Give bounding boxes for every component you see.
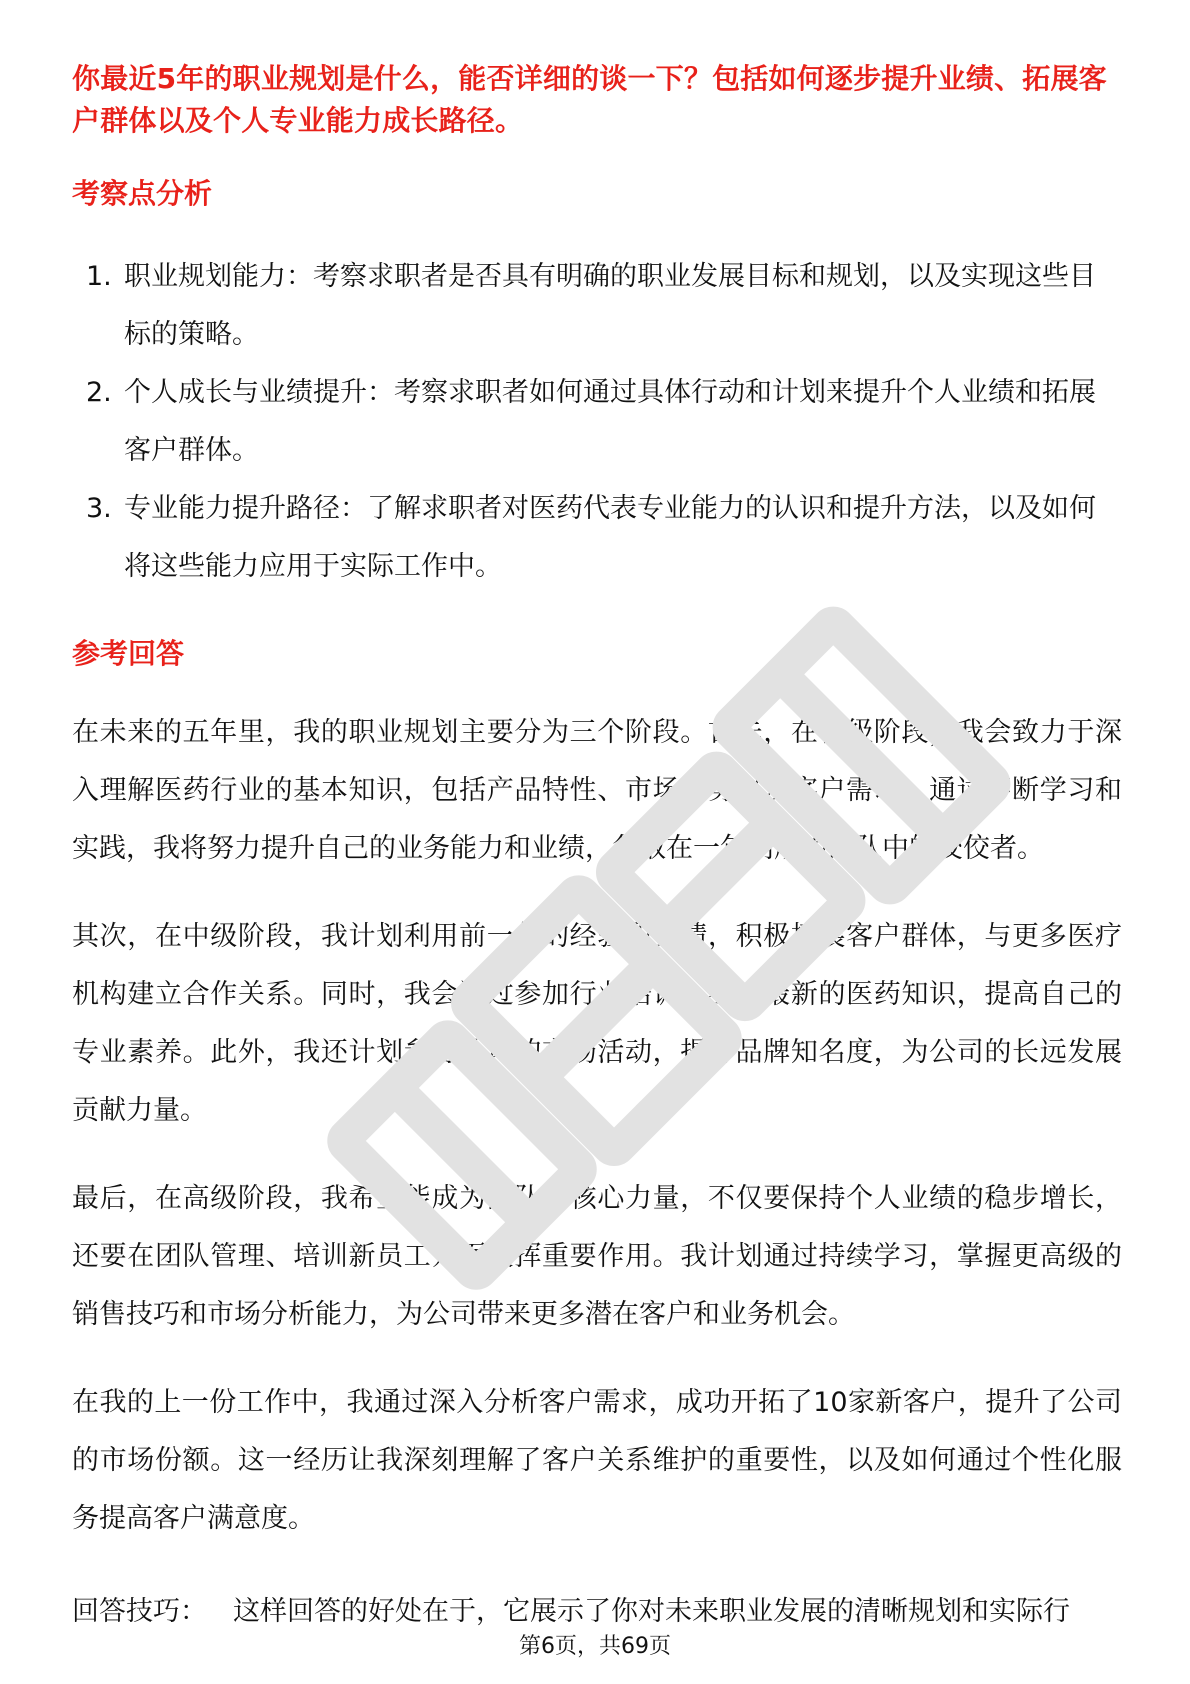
answer-paragraph: 最后，在高级阶段，我希望能成为团队的核心力量，不仅要保持个人业绩的稳步增长，还要在团队管理、培训新员工方面发挥重要作用。我计划通过持续学习，掌握更高级的销售技巧和市场分析能力，为公司带来更多潜在客户和业务机会。: [72, 1183, 1122, 1330]
analysis-heading: 考察点分析: [72, 177, 213, 210]
tip-text: 这样回答的好处在于，它展示了你对未来职业发展的清晰规划和实际行: [233, 1596, 1070, 1627]
answer-paragraph: 在我的上一份工作中，我通过深入分析客户需求，成功开拓了10家新客户，提升了公司的市场份额。这一经历让我深刻理解了客户关系维护的重要性，以及如何通过个性化服务提高客户满意度。: [72, 1387, 1122, 1534]
list-item: [72, 480, 1122, 596]
page-number: 第6页，共69页: [519, 1634, 671, 1659]
list-item: [72, 248, 1122, 364]
list-item-text: 专业能力提升路径：了解求职者对医药代表专业能力的认识和提升方法，以及如何将这些能力应用于实际工作中。: [124, 493, 1096, 582]
answer-paragraph: 其次，在中级阶段，我计划利用前一年的经验和业绩，积极拓展客户群体，与更多医疗机构建立合作关系。同时，我会通过参加行业培训、学习最新的医药知识，提高自己的专业素养。此外，我还计划参与公司的市场活动，提升品牌知名度，为公司的长远发展贡献力量。: [72, 921, 1122, 1126]
list-item-number: 3.: [86, 493, 112, 524]
list-item-number: 2.: [86, 377, 112, 408]
list-item-number: 1.: [86, 261, 112, 292]
question-title: 你最近5年的职业规划是什么，能否详细的谈一下？包括如何逐步提升业绩、拓展客户群体以及个人专业能力成长路径。: [72, 62, 1107, 137]
list-item: [72, 364, 1122, 480]
answer-section: [72, 704, 1122, 1548]
answer-paragraph: 在未来的五年里，我的职业规划主要分为三个阶段。首先，在初级阶段，我会致力于深入理解医药行业的基本知识，包括产品特性、市场趋势以及客户需求。通过不断学习和实践，我将努力提升自己的业务能力和业绩，争取在一年内成为团队中的佼佼者。: [72, 717, 1122, 864]
tip-label: 回答技巧：: [72, 1596, 207, 1627]
list-item-text: 职业规划能力：考察求职者是否具有明确的职业发展目标和规划，以及实现这些目标的策略。: [124, 261, 1096, 350]
document-body: [72, 58, 1122, 1548]
answer-tip: [72, 1592, 1132, 1632]
analysis-list: [72, 248, 1122, 596]
list-item-text: 个人成长与业绩提升：考察求职者如何通过具体行动和计划来提升个人业绩和拓展客户群体。: [124, 377, 1096, 466]
answer-heading: 参考回答: [72, 637, 185, 670]
